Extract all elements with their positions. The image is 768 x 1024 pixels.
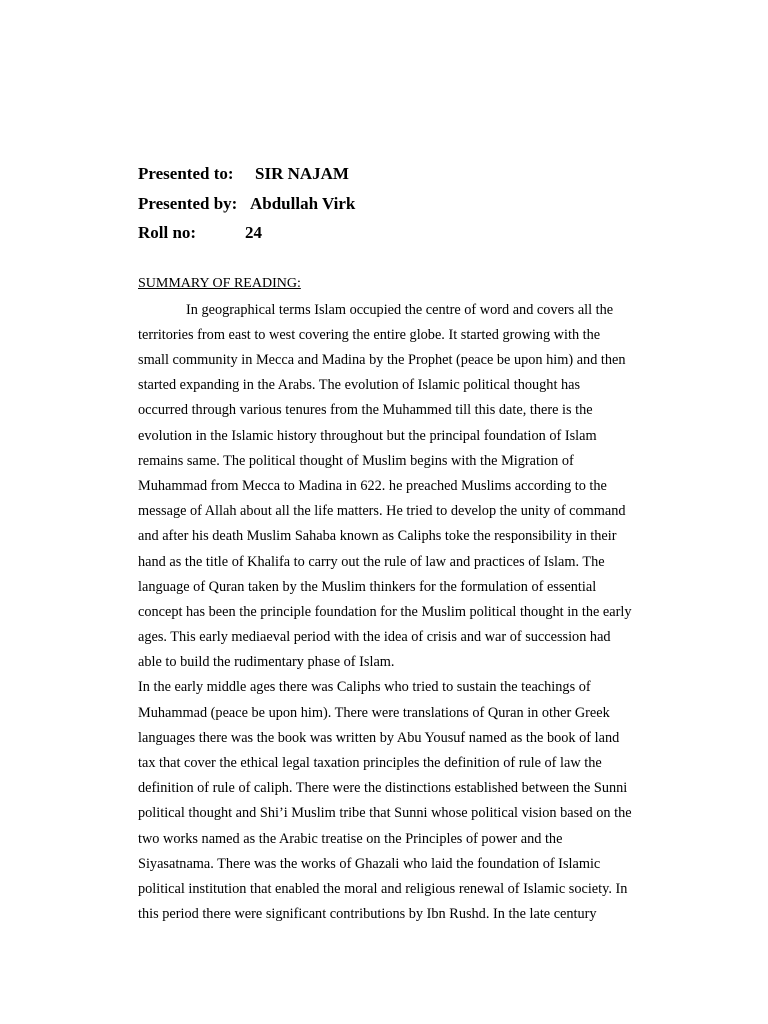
paragraph-line: and after his death Muslim Sahaba known as Caliphs toke the responsibility in their	[138, 528, 617, 544]
paragraph-line: occurred through various tenures from the Muhammed till this date, there is the	[138, 402, 593, 418]
paragraph-line: territories from east to west covering the entire globe. It started growing with the	[138, 327, 601, 343]
roll-no-row	[138, 223, 262, 243]
presented-to-row	[138, 164, 349, 184]
paragraph-line: definition of rule of caliph. There were the distinctions established between the Sunni	[138, 780, 628, 796]
paragraph-line: two works named as the Arabic treatise on the Principles of power and the	[138, 831, 563, 847]
paragraph-line: able to build the rudimentary phase of Islam.	[138, 654, 395, 670]
paragraph-line: In geographical terms Islam occupied the centre of word and covers all the	[186, 302, 614, 318]
paragraph-line: languages there was the book was written by Abu Yousuf named as the book of land	[138, 730, 620, 746]
presented-by-value: Abdullah Virk	[250, 194, 356, 213]
presented-by-label: Presented by:	[138, 194, 238, 213]
paragraph-line: Muhammad from Mecca to Madina in 622. he preached Muslims according to the	[138, 478, 607, 494]
paragraph-line: hand as the title of Khalifa to carry out the rule of law and practices of Islam. The	[138, 554, 605, 570]
paragraph-line: this period there were significant contributions by Ibn Rushd. In the late century	[138, 906, 597, 922]
paragraph-line: ages. This early mediaeval period with the idea of crisis and war of succession had	[138, 629, 611, 645]
paragraph-line: evolution in the Islamic history throughout but the principal foundation of Islam	[138, 428, 597, 444]
paragraph-line: language of Quran taken by the Muslim thinkers for the formulation of essential	[138, 579, 597, 595]
paragraph-line: political institution that enabled the moral and religious renewal of Islamic society. In	[138, 881, 628, 897]
presented-to-label: Presented to:	[138, 164, 234, 183]
paragraph-line: small community in Mecca and Madina by the Prophet (peace be upon him) and then	[138, 352, 626, 368]
paragraph-line: tax that cover the ethical legal taxation principles the definition of rule of law the	[138, 755, 602, 771]
presented-to-value: SIR NAJAM	[255, 164, 349, 183]
paragraph-line: remains same. The political thought of Muslim begins with the Migration of	[138, 453, 574, 469]
paragraph-line: message of Allah about all the life matters. He tried to develop the unity of command	[138, 503, 626, 519]
paragraph-line: concept has been the principle foundation for the Muslim political thought in the early	[138, 604, 632, 620]
summary-heading: SUMMARY OF READING:	[138, 276, 301, 291]
roll-no-label: Roll no:	[138, 223, 197, 242]
presented-by-row	[138, 194, 356, 214]
paragraph-line: started expanding in the Arabs. The evolution of Islamic political thought has	[138, 377, 581, 393]
paragraph-line: Siyasatnama. There was the works of Ghazali who laid the foundation of Islamic	[138, 856, 601, 872]
paragraph-line: Muhammad (peace be upon him). There were translations of Quran in other Greek	[138, 705, 610, 721]
paragraph-line: political thought and Shi’i Muslim tribe that Sunni whose political vision based on the	[138, 805, 632, 821]
roll-no-value: 24	[245, 223, 262, 242]
paragraph-line: In the early middle ages there was Caliphs who tried to sustain the teachings of	[138, 679, 591, 695]
